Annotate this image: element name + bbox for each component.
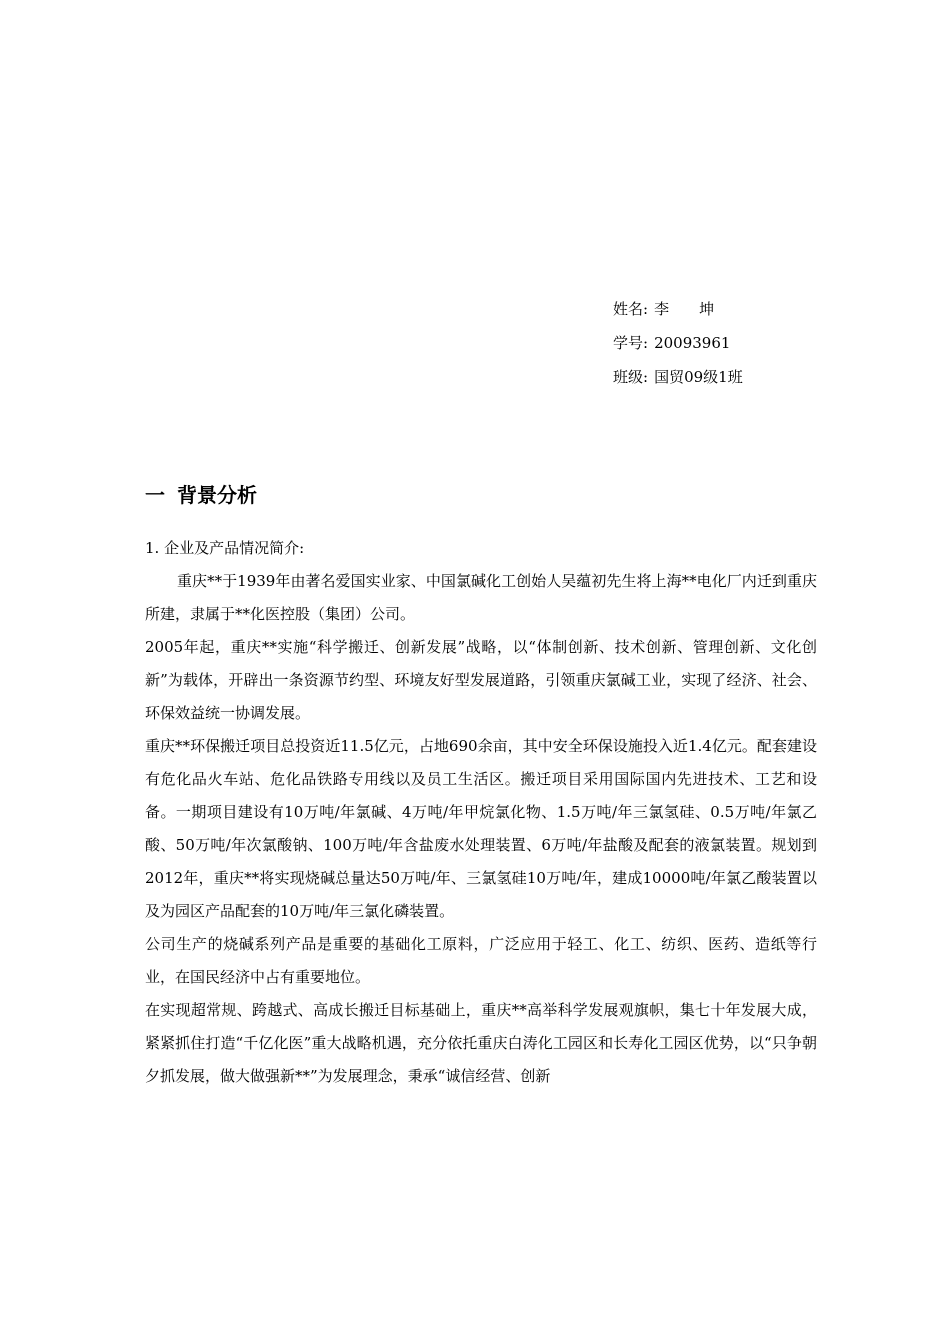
paragraph-development: 在实现超常规、跨越式、高成长搬迁目标基础上，重庆**高举科学发展观旗帜，集七十年发展大成，紧紧抓住打造“千亿化医”重大战略机遇，充分依托重庆白涛化工园区和长寿化工园区优势，以“只争朝夕抓发展，做大做强新**”为发展理念，秉承“诚信经营、创新 — [145, 1001, 817, 1085]
paragraph-products: 公司生产的烧碱系列产品是重要的基础化工原料，广泛应用于轻工、化工、纺织、医药、造纸等行业，在国民经济中占有重要地位。 — [145, 935, 817, 986]
student-info-block — [613, 297, 913, 399]
body-text — [145, 532, 817, 1093]
student-id-value: 20093961 — [654, 334, 731, 352]
section-title-text: 背景分析 — [177, 483, 257, 507]
section-heading — [145, 480, 257, 510]
paragraph-strategy: 2005年起，重庆**实施“科学搬迁、创新发展”战略，以“体制创新、技术创新、管理创新、文化创新”为载体，开辟出一条资源节约型、环境友好型发展道路，引领重庆氯碱工业，实现了经济、社会、环保效益统一协调发展。 — [145, 638, 817, 722]
student-id-line — [613, 331, 913, 365]
name-value: 李 坤 — [654, 300, 715, 318]
section-number: 一 — [145, 483, 165, 507]
class-line — [613, 365, 913, 399]
class-value: 国贸09级1班 — [654, 368, 743, 386]
paragraph-relocation-project: 重庆**环保搬迁项目总投资近11.5亿元，占地690余亩，其中安全环保设施投入近1.4亿元。配套建设有危化品火车站、危化品铁路专用线以及员工生活区。搬迁项目采用国际国内先进技术、工艺和设备。一期项目建设有10万吨/年氯碱、4万吨/年甲烷氯化物、1.5万吨/年三氯氢硅、0.5万吨/年氯乙酸、50万吨/年次氯酸钠、100万吨/年含盐废水处理装置、6万吨/年盐酸及配套的液氯装置。规划到2012年，重庆**将实现烧碱总量达50万吨/年、三氯氢硅10万吨/年，建成10000吨/年氯乙酸装置以及为园区产品配套的10万吨/年三氯化磷装置。 — [145, 737, 817, 920]
name-label: 姓名: — [613, 300, 649, 318]
subsection-heading: 1. 企业及产品情况简介: — [145, 539, 305, 557]
student-id-label: 学号: — [613, 334, 649, 352]
name-line — [613, 297, 913, 331]
class-label: 班级: — [613, 368, 649, 386]
paragraph-history: 重庆**于1939年由著名爱国实业家、中国氯碱化工创始人吴蕴初先生将上海**电化厂内迁到重庆所建，隶属于**化医控股（集团）公司。 — [145, 572, 817, 623]
